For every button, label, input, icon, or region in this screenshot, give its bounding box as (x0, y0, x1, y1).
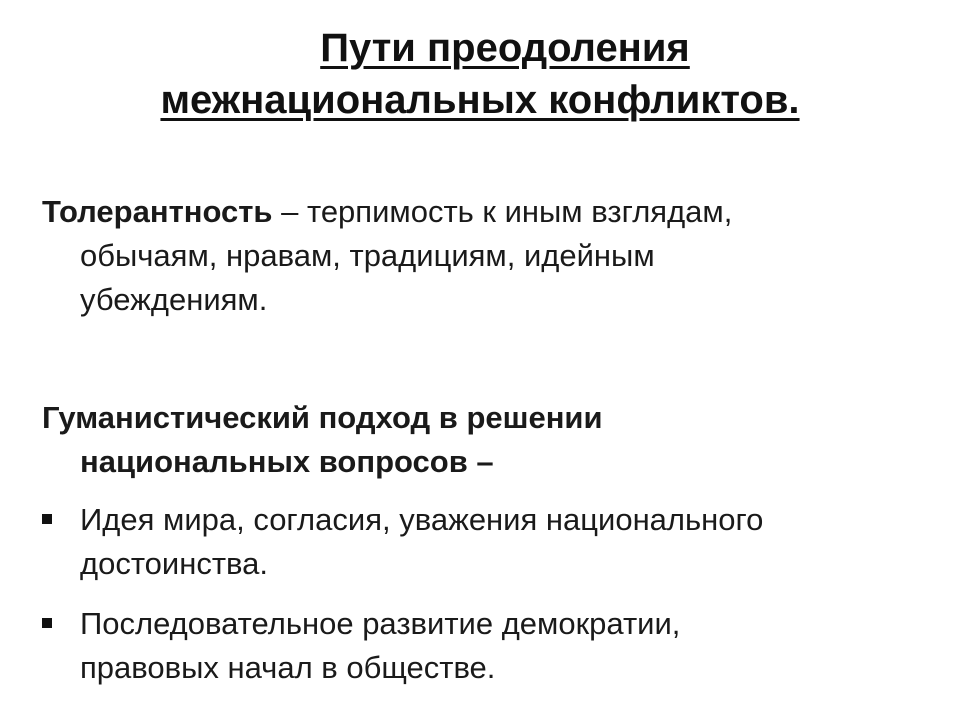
bullet-2-line-1: Последовательное развитие демократии, (80, 606, 681, 641)
bullet-2-line-2: правовых начал в обществе. (80, 650, 496, 685)
bullet-1-line-1: Идея мира, согласия, уважения национального (80, 502, 764, 537)
title-line-2: межнациональных конфликтов. (160, 78, 800, 122)
tolerance-definition-line-3: убеждениям. (80, 282, 268, 317)
tolerance-definition-line-2: обычаям, нравам, традициям, идейным (80, 238, 655, 273)
title-line-1: Пути преодоления (320, 26, 690, 70)
list-item (42, 498, 922, 586)
humanistic-heading (42, 396, 922, 484)
humanistic-heading-line-2: национальных вопросов – (80, 444, 494, 479)
bullet-square-icon (42, 514, 52, 524)
bullet-square-icon (42, 618, 52, 628)
list-item (42, 602, 922, 690)
tolerance-definition (42, 190, 922, 322)
slide-title (0, 22, 960, 126)
tolerance-term: Толерантность (42, 194, 273, 229)
humanistic-heading-line-1: Гуманистический подход в решении (42, 400, 603, 435)
bullet-1-line-2: достоинства. (80, 546, 269, 581)
tolerance-dash: – (272, 194, 307, 229)
bullet-list (42, 498, 922, 706)
tolerance-definition-line-1: терпимость к иным взглядам, (306, 194, 733, 229)
